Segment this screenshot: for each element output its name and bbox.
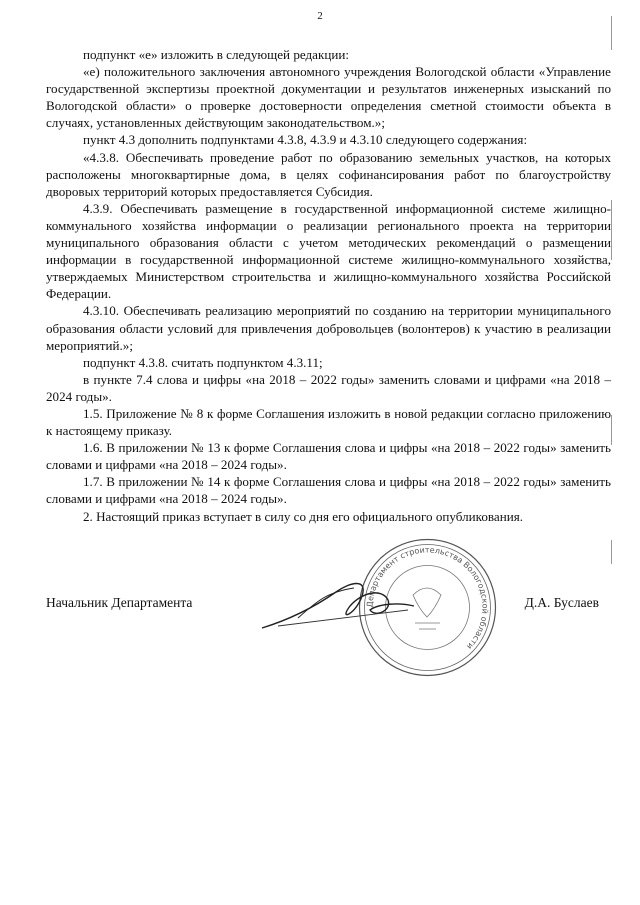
paragraph: «е) положительного заключения автономного учреждения Вологодской области «Управление государственной экспертизы проектной документации и результатов инженерных изысканий по Вологодской области» о проверке достоверности определения сметной стоимости объекта в случаях, установленных действующим законодательством.»;: [46, 64, 611, 131]
stamp-text: Департамент строительства Вологодской области: [365, 545, 490, 652]
scan-edge-mark: [611, 540, 612, 564]
paragraph: 1.5. Приложение № 8 к форме Соглашения изложить в новой редакции согласно приложению к настоящему приказу.: [46, 405, 611, 439]
paragraph: 4.3.10. Обеспечивать реализацию мероприятий по созданию на территории муниципального образования области условий для привлечения добровольцев (волонтеров) к участию в реализации мероприятий.»;: [46, 303, 611, 353]
paragraph: 2. Настоящий приказ вступает в силу со дня его официального опубликования.: [83, 508, 524, 524]
document-body: [46, 46, 611, 525]
page-number: 2: [317, 10, 323, 22]
scan-edge-mark: [611, 200, 612, 260]
paragraph: 1.6. В приложении № 13 к форме Соглашения слова и цифры «на 2018 – 2022 годы» заменить словами и цифрами «на 2018 – 2024 годы».: [46, 440, 611, 473]
paragraph: подпункт 4.3.8. считать подпунктом 4.3.11;: [83, 354, 323, 370]
paragraph: пункт 4.3 дополнить подпунктами 4.3.8, 4.3.9 и 4.3.10 следующего содержания:: [83, 132, 528, 148]
paragraph: 4.3.9. Обеспечивать размещение в государственной информационной системе жилищно-коммунального хозяйства информации о реализации регионального проекта на территории муниципального образования области с учетом методических рекомендаций о размещении информации в государственной информационной системе жилищно-коммунального хозяйства, утверждаемых Министерством строительства и жилищно-коммунального хозяйства Российской Федерации.: [46, 200, 611, 302]
scan-edge-mark: [611, 415, 612, 445]
signatory-name: Д.А. Буслаев: [524, 595, 599, 610]
signatory-title: Начальник Департамента: [46, 595, 193, 610]
paragraph: в пункте 7.4 слова и цифры «на 2018 – 2022 годы» заменить словами и цифрами «на 2018 – 2024 годы».: [46, 371, 611, 404]
paragraph: подпункт «е» изложить в следующей редакции:: [83, 47, 350, 62]
paragraph: 1.7. В приложении № 14 к форме Соглашения слова и цифры «на 2018 – 2022 годы» заменить словами и цифрами «на 2018 – 2024 годы».: [46, 474, 611, 507]
signature-block: [46, 595, 611, 615]
scan-edge-mark: [611, 16, 612, 50]
paragraph: «4.3.8. Обеспечивать проведение работ по образованию земельных участков, на которых расположены многоквартирные дома, в целях софинансирования работ по благоустройству дворовых территорий которых предоставляется Субсидия.: [46, 149, 611, 199]
